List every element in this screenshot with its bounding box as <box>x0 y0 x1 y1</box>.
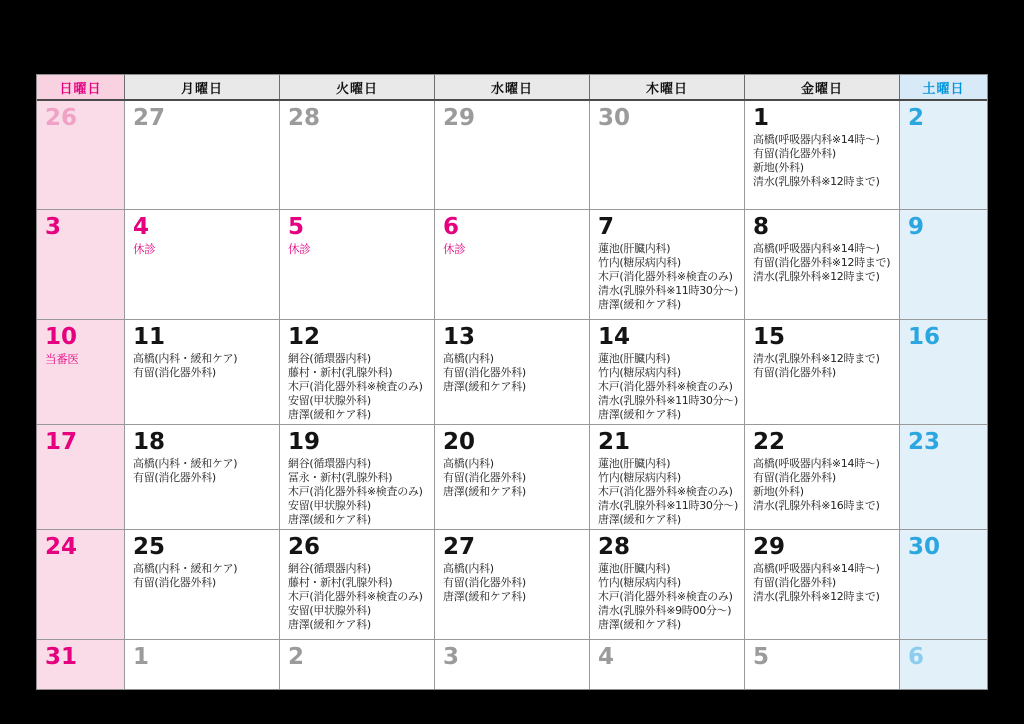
date-number: 28 <box>288 105 321 131</box>
schedule-entry: 蓮池(肝臓内科) <box>598 457 671 471</box>
schedule-entry: 当番医 <box>45 352 79 367</box>
schedule-entry: 唐澤(緩和ケア科) <box>288 618 371 632</box>
calendar-cell <box>37 640 125 689</box>
calendar-cell <box>37 101 125 209</box>
date-number: 6 <box>908 644 925 670</box>
date-number: 4 <box>598 644 615 670</box>
calendar-cell <box>280 101 435 209</box>
schedule-entries <box>745 559 899 604</box>
schedule-entries <box>745 239 899 284</box>
week-row <box>37 425 987 530</box>
schedule-entry: 清水(乳腺外科※12時まで) <box>753 270 880 284</box>
schedule-entry: 清水(乳腺外科※16時まで) <box>753 499 880 513</box>
schedule-entry: 木戸(消化器外科※検査のみ) <box>598 270 733 284</box>
schedule-entry: 有留(消化器外科) <box>753 471 836 485</box>
date-number: 6 <box>443 214 460 240</box>
calendar-cell <box>125 530 280 639</box>
date-number: 17 <box>45 429 78 455</box>
date-number: 24 <box>45 534 78 560</box>
schedule-entry: 高橋(呼吸器内科※14時〜) <box>753 242 880 256</box>
schedule-entry: 高橋(内科・緩和ケア) <box>133 457 238 471</box>
schedule-entry: 唐澤(緩和ケア科) <box>288 513 371 527</box>
calendar-cell <box>745 425 900 529</box>
date-number: 2 <box>908 105 925 131</box>
calendar-cell <box>745 210 900 319</box>
calendar-cell <box>900 640 987 689</box>
day-header-monday: 月曜日 <box>125 75 280 99</box>
day-header-wednesday: 水曜日 <box>435 75 590 99</box>
schedule-entries <box>37 349 124 367</box>
date-number: 20 <box>443 429 476 455</box>
calendar-cell <box>900 320 987 424</box>
schedule-entries <box>590 559 744 632</box>
calendar-cell <box>37 320 125 424</box>
date-number: 23 <box>908 429 941 455</box>
schedule-entry: 新地(外科) <box>753 161 804 175</box>
calendar-cell <box>125 210 280 319</box>
week-row <box>37 320 987 425</box>
schedule-entry: 清水(乳腺外科※11時30分〜) <box>598 284 738 298</box>
schedule-entry: 清水(乳腺外科※12時まで) <box>753 175 880 189</box>
week-row <box>37 530 987 640</box>
calendar-cell <box>435 101 590 209</box>
calendar-cell <box>590 210 745 319</box>
calendar-cell <box>590 640 745 689</box>
date-number: 28 <box>598 534 631 560</box>
date-number: 27 <box>443 534 476 560</box>
calendar-cell <box>37 530 125 639</box>
schedule-entry: 冨永・新村(乳腺外科) <box>288 471 393 485</box>
date-number: 30 <box>598 105 631 131</box>
schedule-entry: 木戸(消化器外科※検査のみ) <box>598 485 733 499</box>
schedule-entries <box>590 454 744 527</box>
schedule-entries <box>125 454 279 485</box>
date-number: 3 <box>443 644 460 670</box>
schedule-entry: 清水(乳腺外科※12時まで) <box>753 590 880 604</box>
schedule-entry: 有留(消化器外科) <box>443 576 526 590</box>
date-number: 25 <box>133 534 166 560</box>
schedule-entry: 藤村・新村(乳腺外科) <box>288 576 393 590</box>
schedule-entry: 高橋(内科) <box>443 562 494 576</box>
schedule-entry: 唐澤(緩和ケア科) <box>598 408 681 422</box>
day-header-tuesday: 火曜日 <box>280 75 435 99</box>
calendar-grid <box>37 101 987 689</box>
calendar-cell <box>745 530 900 639</box>
schedule-entry: 安留(甲状腺外科) <box>288 604 371 618</box>
calendar-cell <box>900 101 987 209</box>
calendar-cell <box>745 640 900 689</box>
schedule-entries <box>590 349 744 422</box>
schedule-entry: 木戸(消化器外科※検査のみ) <box>288 485 423 499</box>
schedule-entry: 有留(消化器外科※12時まで) <box>753 256 891 270</box>
schedule-entry: 木戸(消化器外科※検査のみ) <box>288 380 423 394</box>
calendar-cell <box>590 101 745 209</box>
calendar-cell <box>280 640 435 689</box>
schedule-entry: 竹内(糖尿病内科) <box>598 471 681 485</box>
date-number: 15 <box>753 324 786 350</box>
schedule-entry: 清水(乳腺外科※12時まで) <box>753 352 880 366</box>
calendar-cell <box>900 530 987 639</box>
calendar-cell <box>745 320 900 424</box>
day-header-row <box>37 75 987 101</box>
calendar-cell <box>590 530 745 639</box>
calendar-cell <box>745 101 900 209</box>
date-number: 8 <box>753 214 770 240</box>
schedule-entry: 唐澤(緩和ケア科) <box>443 380 526 394</box>
date-number: 12 <box>288 324 321 350</box>
date-number: 18 <box>133 429 166 455</box>
schedule-entry: 竹内(糖尿病内科) <box>598 366 681 380</box>
schedule-entry: 唐澤(緩和ケア科) <box>443 590 526 604</box>
calendar-cell <box>435 210 590 319</box>
schedule-entry: 清水(乳腺外科※11時30分〜) <box>598 394 738 408</box>
schedule-entry: 高橋(呼吸器内科※14時〜) <box>753 457 880 471</box>
calendar-cell <box>590 425 745 529</box>
calendar-cell <box>37 210 125 319</box>
date-number: 5 <box>288 214 305 240</box>
day-header-thursday: 木曜日 <box>590 75 745 99</box>
calendar-cell <box>435 530 590 639</box>
schedule-entry: 木戸(消化器外科※検査のみ) <box>288 590 423 604</box>
schedule-entries <box>590 239 744 312</box>
calendar-cell <box>280 210 435 319</box>
schedule-entry: 高橋(内科・緩和ケア) <box>133 562 238 576</box>
schedule-entries <box>125 239 279 257</box>
date-number: 22 <box>753 429 786 455</box>
date-number: 29 <box>753 534 786 560</box>
schedule-entry: 安留(甲状腺外科) <box>288 394 371 408</box>
date-number: 1 <box>133 644 150 670</box>
date-number: 5 <box>753 644 770 670</box>
day-header-friday: 金曜日 <box>745 75 900 99</box>
calendar-cell <box>125 320 280 424</box>
schedule-entry: 高橋(呼吸器内科※14時〜) <box>753 562 880 576</box>
calendar-cell <box>590 320 745 424</box>
schedule-entry: 藤村・新村(乳腺外科) <box>288 366 393 380</box>
schedule-entries <box>280 559 434 632</box>
schedule-entry: 清水(乳腺外科※11時30分〜) <box>598 499 738 513</box>
day-header-sunday: 日曜日 <box>37 75 125 99</box>
schedule-entries <box>125 559 279 590</box>
date-number: 26 <box>288 534 321 560</box>
schedule-entry: 蓮池(肝臓内科) <box>598 242 671 256</box>
schedule-entry: 唐澤(緩和ケア科) <box>288 408 371 422</box>
schedule-entries <box>435 454 589 499</box>
schedule-entry: 高橋(内科) <box>443 457 494 471</box>
calendar-cell <box>37 425 125 529</box>
schedule-entry: 有留(消化器外科) <box>443 366 526 380</box>
schedule-entries <box>745 349 899 380</box>
schedule-entry: 有留(消化器外科) <box>133 471 216 485</box>
schedule-calendar <box>36 74 988 690</box>
schedule-entry: 休診 <box>133 242 156 257</box>
schedule-entries <box>280 454 434 527</box>
calendar-cell <box>900 210 987 319</box>
schedule-entry: 竹内(糖尿病内科) <box>598 576 681 590</box>
schedule-entries <box>745 454 899 513</box>
schedule-entry: 安留(甲状腺外科) <box>288 499 371 513</box>
schedule-entries <box>435 239 589 257</box>
schedule-entry: 有留(消化器外科) <box>753 147 836 161</box>
schedule-entries <box>435 349 589 394</box>
calendar-cell <box>125 101 280 209</box>
date-number: 26 <box>45 105 78 131</box>
schedule-entries <box>280 239 434 257</box>
schedule-entry: 網谷(循環器内科) <box>288 457 371 471</box>
schedule-entry: 高橋(内科) <box>443 352 494 366</box>
schedule-entry: 有留(消化器外科) <box>443 471 526 485</box>
schedule-entry: 清水(乳腺外科※9時00分〜) <box>598 604 732 618</box>
schedule-entry: 木戸(消化器外科※検査のみ) <box>598 590 733 604</box>
schedule-entry: 休診 <box>288 242 311 257</box>
date-number: 16 <box>908 324 941 350</box>
schedule-entry: 網谷(循環器内科) <box>288 562 371 576</box>
date-number: 14 <box>598 324 631 350</box>
date-number: 31 <box>45 644 78 670</box>
schedule-entry: 新地(外科) <box>753 485 804 499</box>
schedule-entry: 唐澤(緩和ケア科) <box>598 513 681 527</box>
date-number: 27 <box>133 105 166 131</box>
schedule-entries <box>125 349 279 380</box>
week-row <box>37 101 987 210</box>
date-number: 10 <box>45 324 78 350</box>
schedule-entry: 有留(消化器外科) <box>133 366 216 380</box>
calendar-cell <box>280 320 435 424</box>
schedule-entry: 蓮池(肝臓内科) <box>598 352 671 366</box>
schedule-entry: 竹内(糖尿病内科) <box>598 256 681 270</box>
schedule-entry: 休診 <box>443 242 466 257</box>
date-number: 30 <box>908 534 941 560</box>
schedule-entry: 高橋(内科・緩和ケア) <box>133 352 238 366</box>
calendar-cell <box>125 425 280 529</box>
date-number: 1 <box>753 105 770 131</box>
week-row <box>37 640 987 689</box>
calendar-cell <box>435 640 590 689</box>
date-number: 9 <box>908 214 925 240</box>
schedule-entry: 唐澤(緩和ケア科) <box>443 485 526 499</box>
schedule-entry: 網谷(循環器内科) <box>288 352 371 366</box>
date-number: 7 <box>598 214 615 240</box>
schedule-entries <box>280 349 434 422</box>
date-number: 11 <box>133 324 166 350</box>
date-number: 4 <box>133 214 150 240</box>
week-row <box>37 210 987 320</box>
schedule-entry: 有留(消化器外科) <box>753 366 836 380</box>
calendar-cell <box>900 425 987 529</box>
calendar-cell <box>125 640 280 689</box>
schedule-entry: 木戸(消化器外科※検査のみ) <box>598 380 733 394</box>
calendar-cell <box>280 530 435 639</box>
schedule-entries <box>435 559 589 604</box>
date-number: 2 <box>288 644 305 670</box>
schedule-entry: 唐澤(緩和ケア科) <box>598 298 681 312</box>
date-number: 13 <box>443 324 476 350</box>
date-number: 21 <box>598 429 631 455</box>
schedule-entries <box>745 130 899 189</box>
date-number: 29 <box>443 105 476 131</box>
schedule-entry: 有留(消化器外科) <box>133 576 216 590</box>
calendar-cell <box>435 425 590 529</box>
schedule-entry: 高橋(呼吸器内科※14時〜) <box>753 133 880 147</box>
schedule-entry: 蓮池(肝臓内科) <box>598 562 671 576</box>
date-number: 3 <box>45 214 62 240</box>
schedule-entry: 唐澤(緩和ケア科) <box>598 618 681 632</box>
calendar-cell <box>280 425 435 529</box>
schedule-entry: 有留(消化器外科) <box>753 576 836 590</box>
calendar-cell <box>435 320 590 424</box>
day-header-saturday: 土曜日 <box>900 75 987 99</box>
date-number: 19 <box>288 429 321 455</box>
